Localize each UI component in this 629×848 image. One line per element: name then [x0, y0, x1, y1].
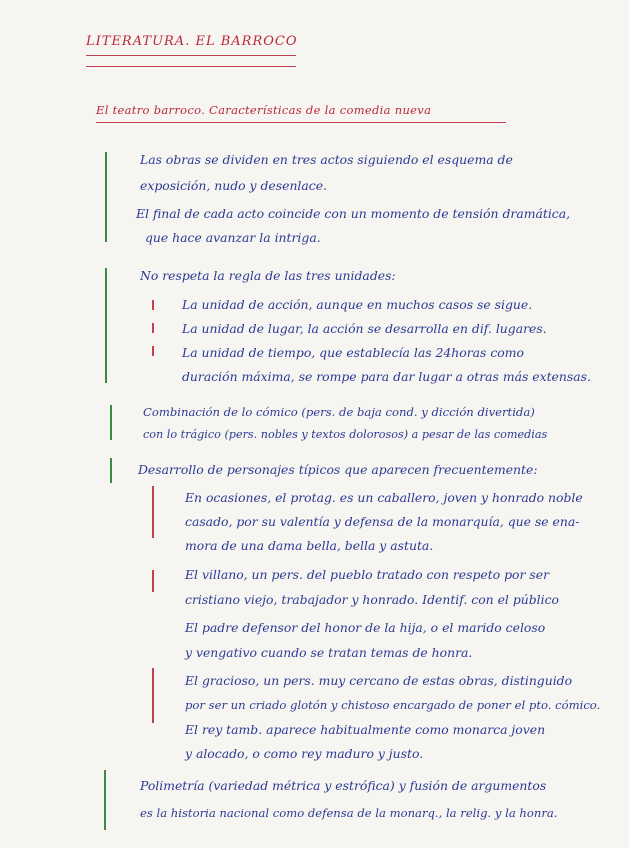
- list-item: casado, por su valentía y defensa de la monarquía, que se ena-: [185, 514, 580, 529]
- bullet-bar: [152, 570, 154, 592]
- text-line: No respeta la regla de las tres unidades:: [140, 268, 396, 283]
- bullet-bar: [152, 323, 154, 333]
- bullet-bar: [152, 346, 154, 356]
- text-line: que hace avanzar la intriga.: [145, 230, 321, 245]
- text-line: Desarrollo de personajes típicos que aparecen frecuentemente:: [138, 462, 538, 477]
- bullet-bar: [152, 668, 154, 723]
- list-item: cristiano viejo, trabajador y honrado. Identif. con el público: [185, 592, 559, 607]
- list-item: La unidad de tiempo, que establecía las 24horas como: [182, 345, 524, 360]
- list-item: mora de una dama bella, bella y astuta.: [185, 538, 434, 553]
- list-item: La unidad de acción, aunque en muchos casos se sigue.: [182, 297, 533, 312]
- list-item: En ocasiones, el protag. es un caballero, joven y honrado noble: [185, 490, 583, 505]
- bullet-bar: [152, 486, 154, 538]
- text-line: Combinación de lo cómico (pers. de baja cond. y dicción divertida): [143, 405, 535, 419]
- list-item: por ser un criado glotón y chistoso encargado de poner el pto. cómico.: [185, 698, 601, 712]
- list-item: El gracioso, un pers. muy cercano de estas obras, distinguido: [185, 673, 573, 688]
- list-item: duración máxima, se rompe para dar lugar a otras más extensas.: [182, 369, 591, 384]
- list-item: El padre defensor del honor de la hija, o el marido celoso: [185, 620, 546, 635]
- margin-bar-p2: [105, 268, 107, 383]
- title-underline-second: [86, 66, 296, 67]
- list-item: y vengativo cuando se tratan temas de honra.: [185, 645, 473, 660]
- text-line: El final de cada acto coincide con un momento de tensión dramática,: [136, 206, 571, 221]
- margin-bar-p5: [104, 770, 106, 830]
- margin-bar-p3: [110, 405, 112, 440]
- text-line: exposición, nudo y desenlace.: [140, 178, 327, 193]
- section-title: El teatro barroco. Características de la comedia nueva: [96, 103, 432, 117]
- list-item: y alocado, o como rey maduro y justo.: [185, 746, 424, 761]
- bullet-bar: [152, 300, 154, 310]
- section-underline: [96, 122, 506, 123]
- text-line: es la historia nacional como defensa de la monarq., la relig. y la honra.: [140, 806, 558, 820]
- list-item: La unidad de lugar, la acción se desarrolla en dif. lugares.: [182, 321, 547, 336]
- margin-bar-p1: [105, 152, 107, 242]
- margin-bar-p4: [110, 458, 112, 483]
- text-line: con lo trágico (pers. nobles y textos dolorosos) a pesar de las comedias: [143, 428, 548, 441]
- page-title: LITERATURA. EL BARROCO: [86, 34, 298, 49]
- title-underline: [86, 55, 296, 56]
- text-line: Polimetría (variedad métrica y estrófica) y fusión de argumentos: [140, 778, 547, 793]
- list-item: El rey tamb. aparece habitualmente como monarca joven: [185, 722, 546, 737]
- text-line: Las obras se dividen en tres actos siguiendo el esquema de: [140, 152, 513, 167]
- list-item: El villano, un pers. del pueblo tratado con respeto por ser: [185, 567, 549, 582]
